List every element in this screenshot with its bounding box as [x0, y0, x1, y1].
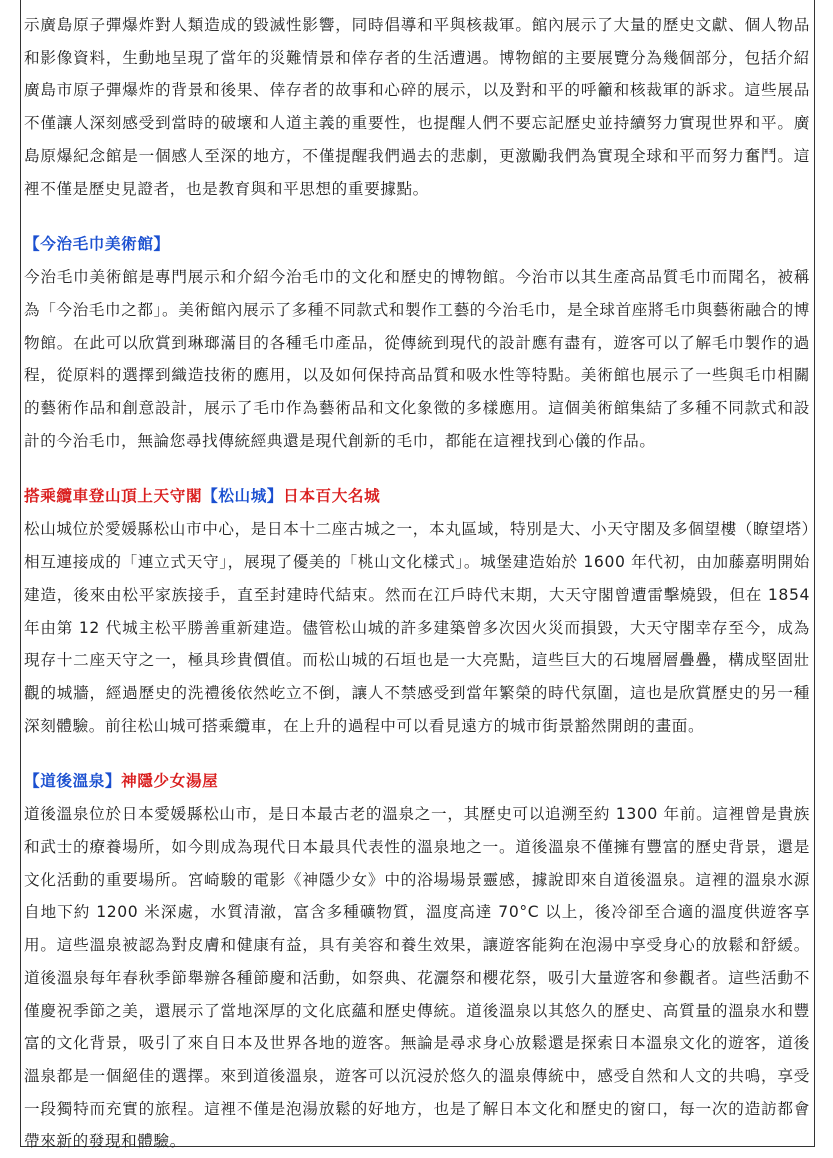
section-gap	[24, 205, 810, 228]
title-part: 搭乘纜車登山頂上天守閣	[24, 487, 203, 506]
section-title-dogo-onsen	[24, 765, 810, 798]
title-part: 日本百大名城	[283, 487, 381, 506]
section-body-matsuyama-castle: 松山城位於愛媛縣松山市中心，是日本十二座古城之一，本丸區域，特別是大、小天守閣及多個望樓（瞭望塔）相互連接成的「連立式天守」，展現了優美的「桃山文化樣式」。城堡建造始於 1600 年代初，由加藤嘉明開始建造，後來由松平家族接手，直至封建時代結束。然而在江戶時代末期，大天守閣曾遭雷擊燒毀，但在 1854 年由第 12 代城主松平勝善重新建造。儘管松山城的許多建築曾多次因火災而損毀，大天守閣幸存至今，成為現存十二座天守之一，極具珍貴價值。而松山城的石垣也是一大亮點，這些巨大的石塊層層疊疊，構成堅固壯觀的城牆，經過歷史的洗禮後依然屹立不倒，讓人不禁感受到當年繁榮的時代氛圍，這也是欣賞歷史的另一種深刻體驗。前往松山城可搭乘纜車，在上升的過程中可以看見遠方的城市街景豁然開朗的畫面。	[24, 520, 810, 735]
title-part: 【道後溫泉】	[24, 772, 122, 791]
intro-paragraph: 示廣島原子彈爆炸對人類造成的毀滅性影響，同時倡導和平與核裁軍。館內展示了大量的歷史文獻、個人物品和影像資料，生動地呈現了當年的災難情景和倖存者的生活遭遇。博物館的主要展覽分為幾個部分，包括介紹廣島市原子彈爆炸的背景和後果、倖存者的故事和心碎的展示，以及對和平的呼籲和核裁軍的訴求。這些展品不僅讓人深刻感受到當時的破壞和人道主義的重要性，也提醒人們不要忘記歷史並持續努力實現世界和平。廣島原爆紀念館是一個感人至深的地方，不僅提醒我們過去的悲劇，更激勵我們為實現全球和平而努力奮鬥。這裡不僅是歷史見證者，也是教育與和平思想的重要據點。	[24, 16, 810, 198]
section-title-matsuyama-castle	[24, 480, 810, 513]
section-body-dogo-onsen: 道後溫泉位於日本愛媛縣松山市，是日本最古老的溫泉之一，其歷史可以追溯至約 1300 年前。這裡曾是貴族和武士的療養場所，如今則成為現代日本最具代表性的溫泉地之一。道後溫泉不僅擁有豐富的歷史背景，還是文化活動的重要場所。宮崎駿的電影《神隱少女》中的浴場場景靈感，據說即來自道後溫泉。這裡的溫泉水源自地下約 1200 米深處，水質清澈，富含多種礦物質，溫度高達 70°C 以上，後冷卻至合適的溫度供遊客享用。這些溫泉被認為對皮膚和健康有益，具有美容和養生效果，讓遊客能夠在泡湯中享受身心的放鬆和舒緩。 道後溫泉每年春秋季節舉辦各種節慶和活動，如祭典、花灑祭和櫻花祭，吸引大量遊客和參觀者。這些活動不僅慶祝季節之美，還展示了當地深厚的文化底蘊和歷史傳統。道後溫泉以其悠久的歷史、高質量的溫泉水和豐富的文化背景，吸引了來自日本及世界各地的遊客。無論是尋求身心放鬆還是探索日本溫泉文化的遊客，道後溫泉都是一個絕佳的選擇。來到道後溫泉，遊客可以沉浸於悠久的溫泉傳統中，感受自然和人文的共鳴，享受一段獨特而充實的旅程。這裡不僅是泡湯放鬆的好地方，也是了解日本文化和歷史的窗口，每一次的造訪都會帶來新的發現和體驗。	[24, 805, 810, 1151]
section-gap	[24, 457, 810, 480]
section-gap	[24, 742, 810, 765]
article-content	[24, 9, 810, 1158]
title-part: 【今治毛巾美術館】	[24, 235, 170, 254]
title-part: 神隱少女湯屋	[121, 772, 219, 791]
title-part: 【松山城】	[202, 487, 284, 506]
section-body-imabari-towel-museum: 今治毛巾美術館是專門展示和介紹今治毛巾的文化和歷史的博物館。今治市以其生產高品質毛巾而聞名，被稱為「今治毛巾之都」。美術館內展示了多種不同款式和製作工藝的今治毛巾，是全球首座將毛巾與藝術融合的博物館。在此可以欣賞到琳瑯滿目的各種毛巾產品，從傳統到現代的設計應有盡有，遊客可以了解毛巾製作的過程，從原料的選擇到織造技術的應用，以及如何保持高品質和吸水性等特點。美術館也展示了一些與毛巾相關的藝術作品和創意設計，展示了毛巾作為藝術品和文化象徵的多樣應用。這個美術館集結了多種不同款式和設計的今治毛巾，無論您尋找傳統經典還是現代創新的毛巾，都能在這裡找到心儀的作品。	[24, 268, 810, 450]
section-title-imabari-towel-museum	[24, 228, 810, 261]
